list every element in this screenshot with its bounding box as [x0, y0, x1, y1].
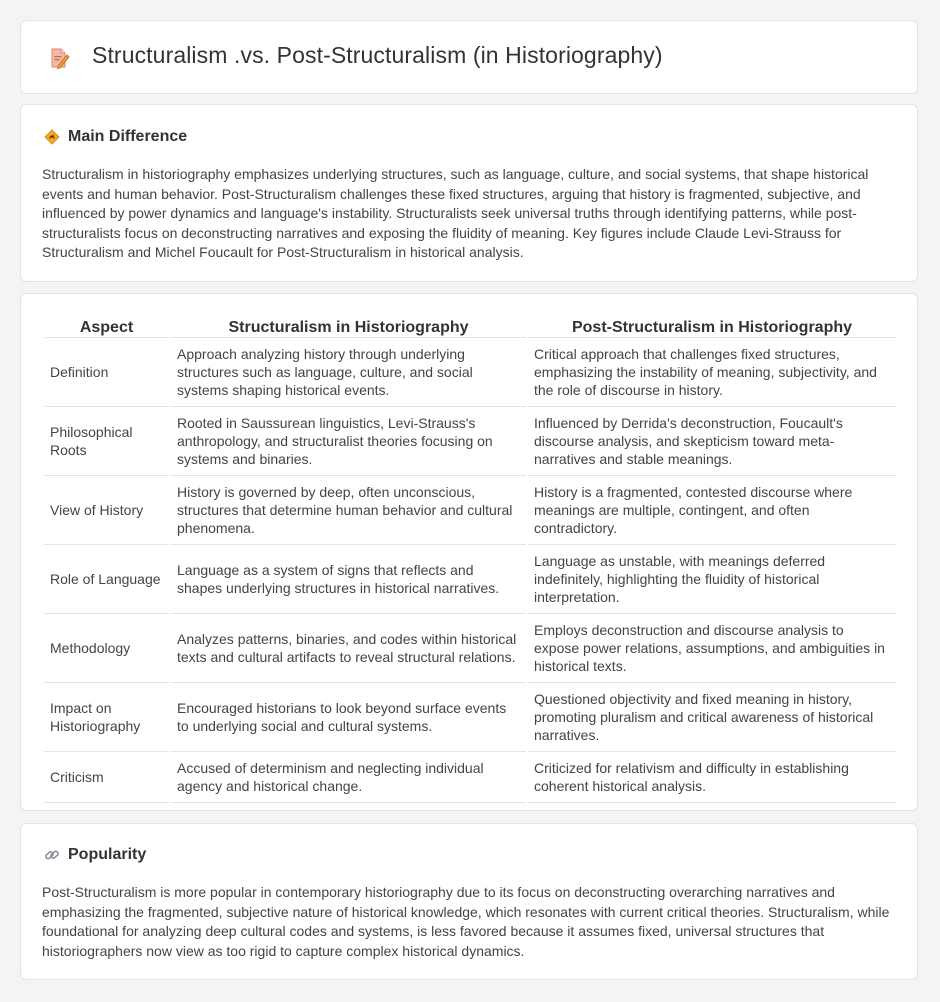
structuralism-cell: Rooted in Saussurean linguistics, Levi-Strauss's anthropology, and structuralist theories focusing on systems and binaries. [171, 407, 526, 476]
post-structuralism-cell: Criticized for relativism and difficulty in establishing coherent historical analysis. [528, 752, 896, 803]
table-row [44, 338, 896, 407]
table-row [44, 614, 896, 683]
title-card [20, 20, 918, 94]
post-structuralism-cell: Employs deconstruction and discourse analysis to expose power relations, assumptions, and ambiguities in historical texts. [528, 614, 896, 683]
main-difference-heading: Main Difference [68, 128, 188, 145]
link-icon [44, 847, 60, 863]
structuralism-cell: Approach analyzing history through underlying structures such as language, culture, and social systems shaping historical events. [171, 338, 526, 407]
popularity-heading: Popularity [68, 846, 147, 863]
aspect-cell: Role of Language [44, 545, 169, 614]
comparison-section [20, 293, 918, 811]
structuralism-cell: Accused of determinism and neglecting individual agency and historical change. [171, 752, 526, 803]
aspect-cell: Criticism [44, 752, 169, 803]
structuralism-cell: Language as a system of signs that reflects and shapes underlying structures in historical narratives. [171, 545, 526, 614]
post-structuralism-cell: Language as unstable, with meanings deferred indefinitely, highlighting the fluidity of historical interpretation. [528, 545, 896, 614]
popularity-section [20, 823, 918, 980]
header-post-structuralism: Post-Structuralism in Historiography [528, 313, 896, 338]
aspect-cell: Methodology [44, 614, 169, 683]
table-row [44, 683, 896, 752]
diamond-sign-icon [44, 129, 60, 145]
post-structuralism-cell: Critical approach that challenges fixed structures, emphasizing the instability of meaning, subjectivity, and the role of discourse in history. [528, 338, 896, 407]
structuralism-cell: Encouraged historians to look beyond surface events to underlying social and cultural systems. [171, 683, 526, 752]
table-row [44, 545, 896, 614]
edit-document-icon [48, 47, 70, 69]
aspect-cell: Impact on Historiography [44, 683, 169, 752]
structuralism-cell: Analyzes patterns, binaries, and codes within historical texts and cultural artifacts to reveal structural relations. [171, 614, 526, 683]
main-difference-section [20, 104, 918, 282]
popularity-text: Post-Structuralism is more popular in contemporary historiography due to its focus on deconstructing overarching narratives and emphasizing the fragmented, subjective nature of historical knowledge, which resonates with current critical theories. Structuralism, while foundational for analyzing deep cultural codes and systems, is less favored because it assumes fixed, universal structures that historiographers now view as too rigid to capture complex historical dynamics. [42, 884, 890, 959]
comparison-table [42, 313, 898, 803]
aspect-cell: Philosophical Roots [44, 407, 169, 476]
main-difference-text: Structuralism in historiography emphasizes underlying structures, such as language, culture, and social systems, that shape historical events and human behavior. Post-Structuralism challenges these fixed structures, arguing that history is fragmented, subjective, and influenced by power dynamics and language's instability. Structuralists seek universal truths through identifying patterns, while post-structuralists focus on deconstructing narratives and exposing the fluidity of meaning. Key figures include Claude Levi-Strauss for Structuralism and Michel Foucault for Post-Structuralism in historical analysis. [42, 166, 869, 260]
aspect-cell: View of History [44, 476, 169, 545]
table-row [44, 407, 896, 476]
post-structuralism-cell: History is a fragmented, contested discourse where meanings are multiple, contingent, and often contradictory. [528, 476, 896, 545]
post-structuralism-cell: Questioned objectivity and fixed meaning in history, promoting pluralism and critical awareness of historical narratives. [528, 683, 896, 752]
structuralism-cell: History is governed by deep, often unconscious, structures that determine human behavior and cultural phenomena. [171, 476, 526, 545]
post-structuralism-cell: Influenced by Derrida's deconstruction, Foucault's discourse analysis, and skepticism toward meta-narratives and stable meanings. [528, 407, 896, 476]
page-title: Structuralism .vs. Post-Structuralism (in Historiography) [92, 42, 663, 68]
table-row [44, 752, 896, 803]
header-structuralism: Structuralism in Historiography [171, 313, 526, 338]
table-row [44, 476, 896, 545]
header-aspect: Aspect [44, 313, 169, 338]
aspect-cell: Definition [44, 338, 169, 407]
table-header-row [44, 313, 896, 338]
